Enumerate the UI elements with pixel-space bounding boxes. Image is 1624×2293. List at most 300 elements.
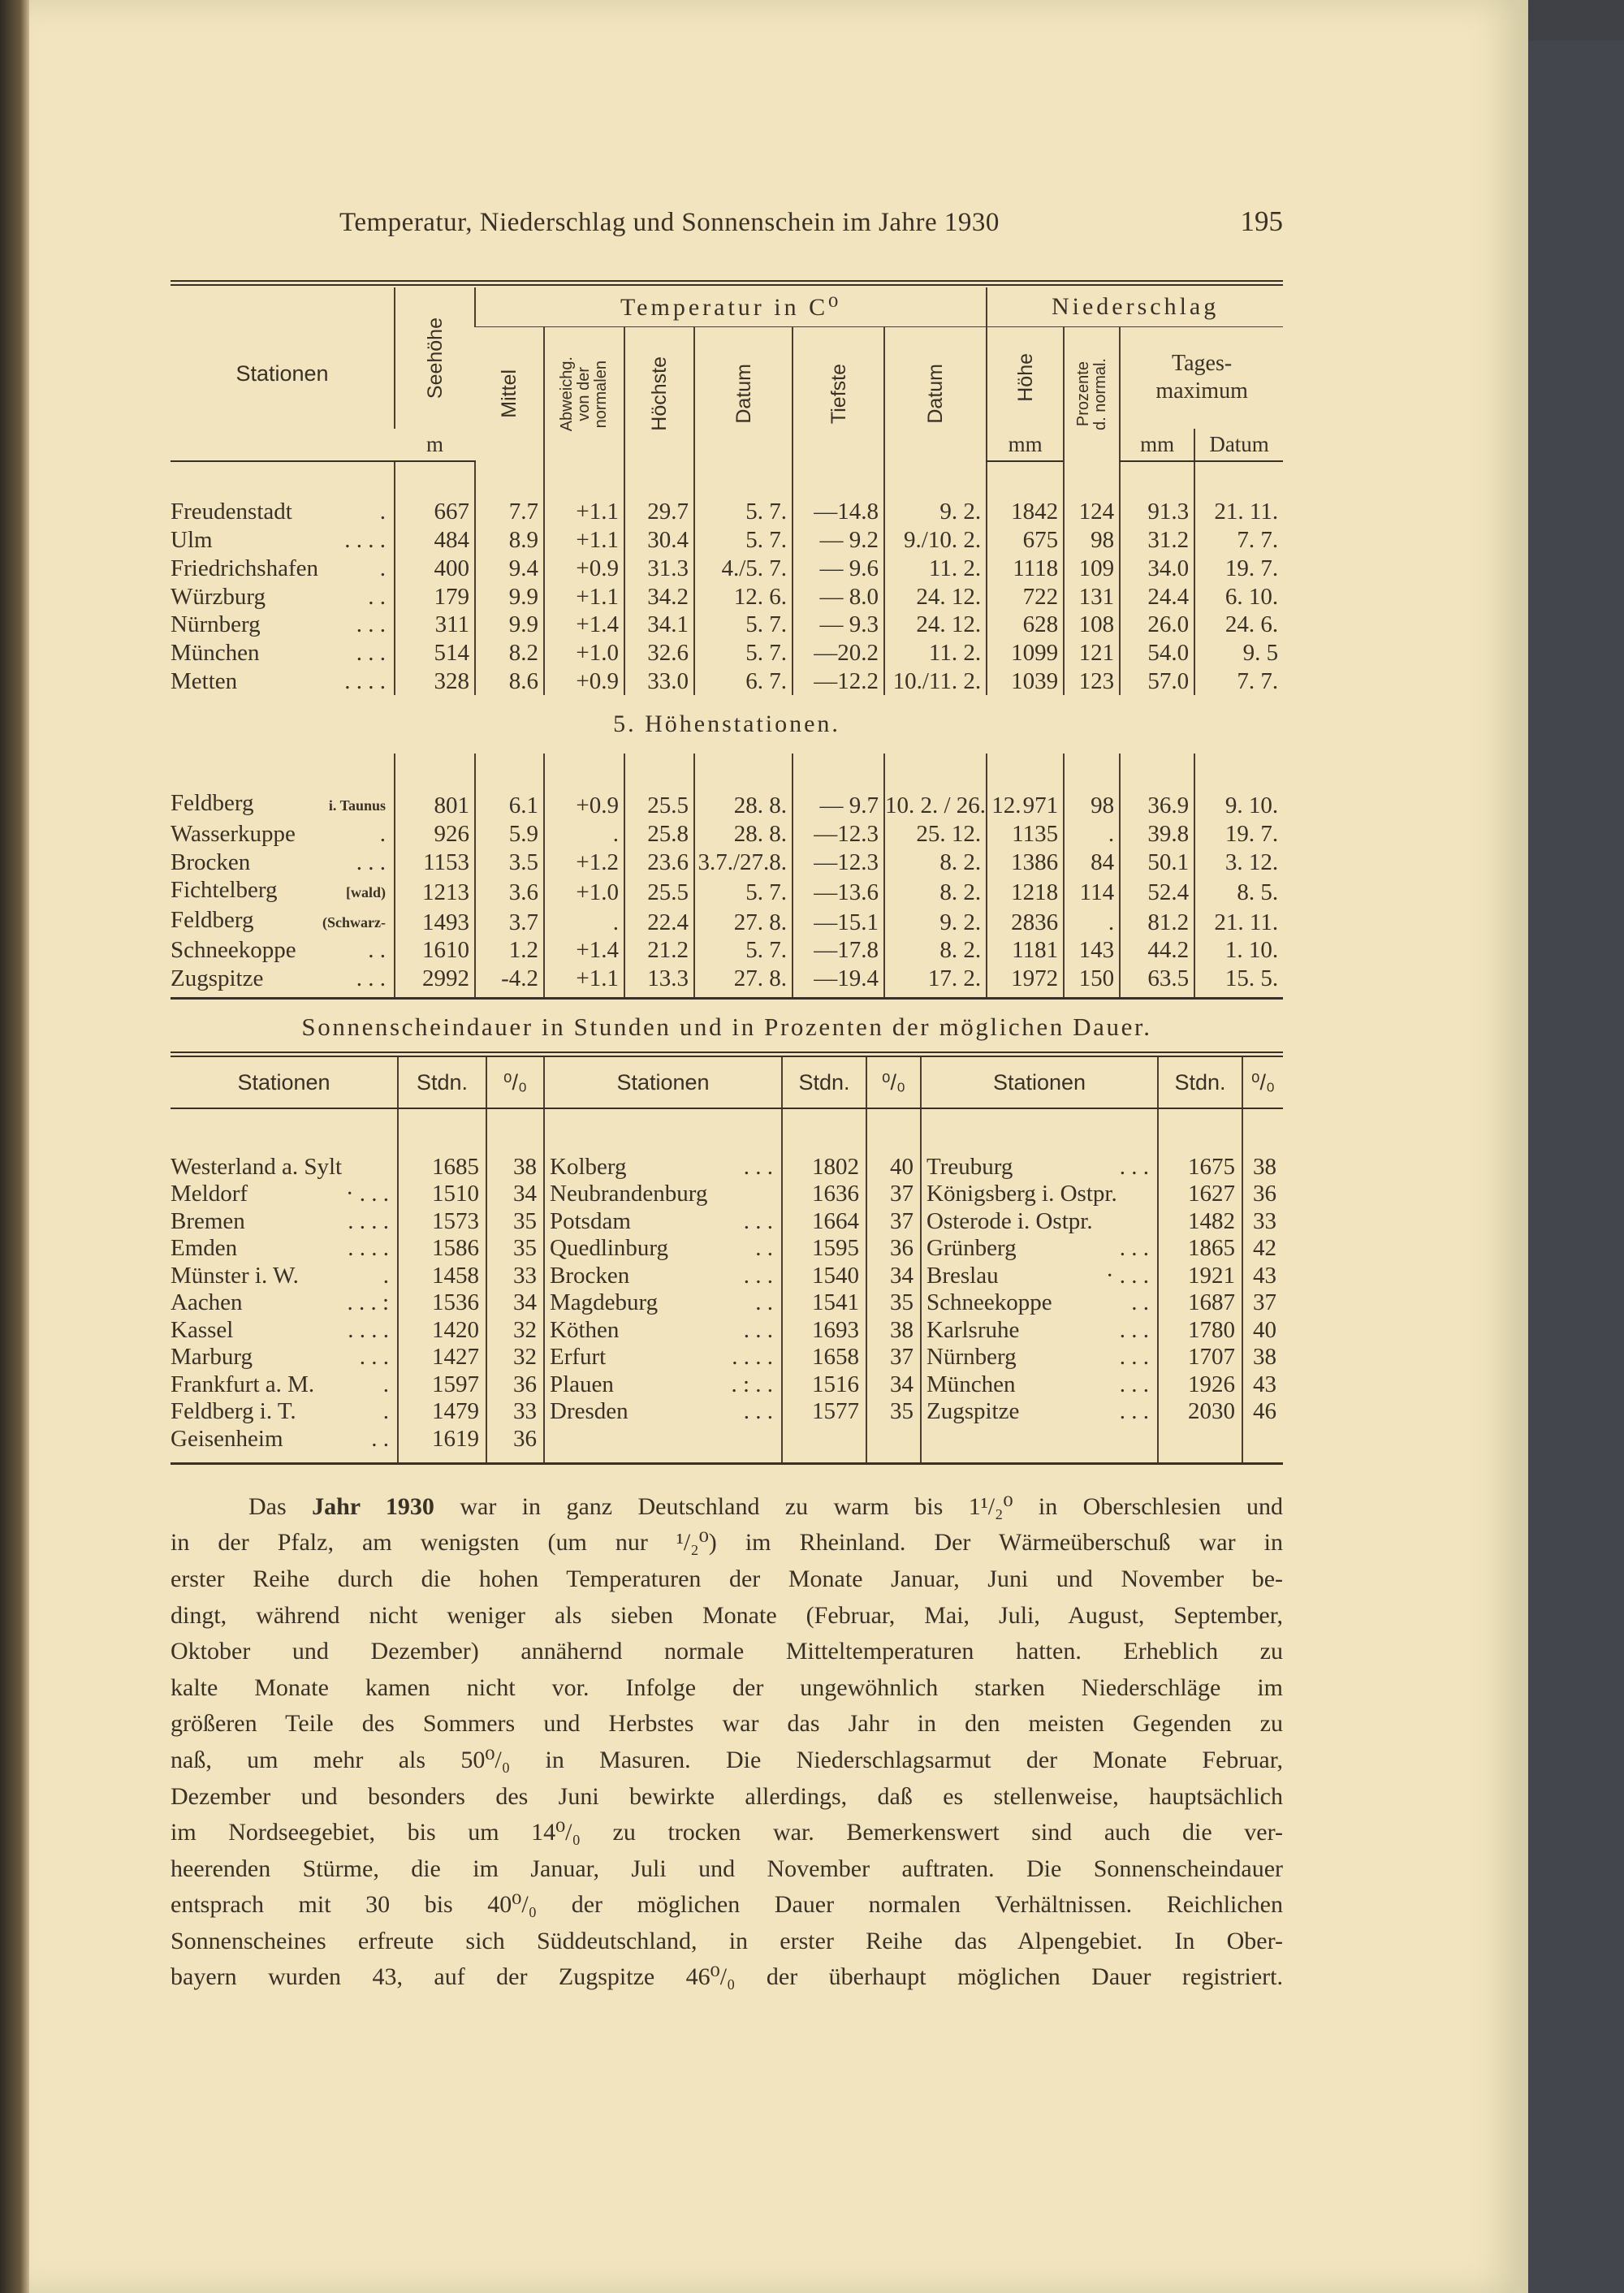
table-row [171,819,1283,848]
station-name-wrap [926,1235,1157,1262]
value-cell: 28. 8. [694,754,793,819]
station-name-wrap [171,1398,397,1425]
percent-cell: 38 [1242,1108,1283,1181]
value-cell: 150 [1064,964,1120,998]
table-row [171,667,1283,695]
station-name-cell [544,1235,782,1263]
body-paragraph [171,1489,1283,1996]
value-cell: 971 [987,754,1064,819]
value-cell: 5. 7. [694,936,793,965]
station-name: Osterode i. Ostpr. [926,1207,1093,1234]
station-name-cell [921,1207,1158,1235]
value-cell: 50.1 [1120,848,1194,876]
station-name-wrap [171,906,394,936]
hours-cell: 1627 [1158,1181,1242,1208]
station-name: Kolberg [550,1153,627,1180]
station-name-wrap [550,1289,781,1316]
value-cell: 9. 2. [884,906,987,936]
station-suffix: . [382,1371,389,1397]
value-cell: +0.9 [544,667,624,695]
station-name-cell [171,819,395,848]
header-seehoehe-unit: m [395,429,475,461]
value-cell: +0.9 [544,754,624,819]
value-cell: 1135 [987,819,1064,848]
value-cell: —12.2 [793,667,884,695]
value-cell: 1118 [987,554,1064,582]
value-cell: 98 [1064,525,1120,554]
section-title-hoehenstationen: 5. Höhenstationen. [613,710,840,738]
station-suffix: . . . . [732,1344,773,1371]
table-row [171,1207,1283,1235]
double-rule [171,280,1283,286]
station-name-cell [171,582,395,611]
emphasis-year: Jahr 1930 [312,1492,434,1520]
station-name: Geisenheim [171,1425,283,1452]
station-name: Feldberg [171,906,254,933]
station-name-cell [171,638,395,667]
hours-cell: 1573 [398,1207,486,1235]
value-cell: 24. 12. [884,582,987,611]
value-cell: 1039 [987,667,1064,695]
station-name: Frankfurt a. M. [171,1371,315,1397]
station-name: Breslau [926,1262,999,1289]
station-name: Friedrichshafen [171,555,318,581]
station-name: Feldberg [171,790,254,817]
station-suffix: . . . [1119,1398,1149,1425]
station-name-cell [921,1289,1158,1317]
value-cell: 121 [1064,638,1120,667]
value-cell: 7. 7. [1194,525,1283,554]
station-name-wrap [171,526,394,554]
station-name-cell [921,1425,1158,1463]
value-cell: 926 [395,819,475,848]
paragraph-line: naß, um mehr als 50⁰/₀ in Masuren. Die Niederschlagsarmut der Monate Februar, [171,1746,1283,1773]
station-name-cell [171,936,395,965]
header-stdn-2: Stdn. [782,1057,866,1108]
paragraph-line: Das Jahr 1930 war in ganz Deutschland zu warm bis 1¹/₂⁰ in Oberschlesien und [248,1492,1284,1520]
hours-cell: 1926 [1158,1371,1242,1398]
table-row [171,582,1283,611]
value-cell: 8.2 [475,638,544,667]
value-cell: 1153 [395,848,475,876]
value-cell: 2836 [987,906,1064,936]
hours-cell: 1921 [1158,1262,1242,1289]
station-name-cell [171,1262,398,1289]
station-suffix: . . . [743,1153,773,1180]
station-name-wrap [926,1263,1157,1289]
station-name: Königsberg i. Ostpr. [926,1181,1117,1207]
station-suffix: · . . . [1105,1262,1149,1289]
station-name: Meldorf [171,1181,248,1207]
value-cell: +0.9 [544,554,624,582]
value-cell: 27. 8. [694,964,793,998]
table-row [171,848,1283,876]
station-name-cell [544,1108,782,1181]
hours-cell: 1586 [398,1235,486,1263]
value-cell: 27. 8. [694,906,793,936]
value-cell: 3.7./27.8. [694,848,793,876]
paragraph-line: Sonnenscheines erfreute sich Süddeutschland, in erster Reihe das Alpengebiet. In Ober- [171,1927,1283,1954]
station-name-wrap [171,789,394,819]
percent-cell: 40 [866,1108,921,1181]
header-tm-mm: mm [1120,429,1194,461]
header-temperatur: Temperatur in C⁰ [475,287,987,327]
header-tiefste: Tiefste [793,327,884,461]
station-name-cell [921,1344,1158,1371]
station-name: Plauen [550,1371,614,1397]
value-cell: 39.8 [1120,819,1194,848]
value-cell: —20.2 [793,638,884,667]
value-cell: 1181 [987,936,1064,965]
table-row [171,1181,1283,1208]
value-cell: 8.6 [475,667,544,695]
header-stationen-2: Stationen [544,1057,782,1108]
station-name: Neubrandenburg [550,1181,708,1207]
hours-cell: 1780 [1158,1316,1242,1344]
value-cell: —14.8 [793,461,884,526]
station-name-cell [921,1262,1158,1289]
station-name-cell [544,1207,782,1235]
percent-cell: 36 [1242,1181,1283,1208]
header-pct-3: ⁰/₀ [1242,1057,1283,1108]
value-cell: 7. 7. [1194,667,1283,695]
value-cell: +1.1 [544,461,624,526]
value-cell: — 9.7 [793,754,884,819]
percent-cell: 33 [1242,1207,1283,1235]
value-cell: 1493 [395,906,475,936]
station-suffix: . . . [356,611,386,638]
value-cell: 19. 7. [1194,819,1283,848]
header-stationen-1: Stationen [171,1057,398,1108]
station-name-cell [171,1235,398,1263]
station-name-wrap [171,1181,397,1207]
station-suffix: . . [368,583,386,610]
value-cell: 10. 2. / 26. 12. [884,754,987,819]
percent-cell: 37 [866,1181,921,1208]
value-cell: 19. 7. [1194,554,1283,582]
station-suffix: . . . [743,1207,773,1234]
value-cell: 25. 12. [884,819,987,848]
value-cell: +1.0 [544,876,624,906]
header-tagesmaximum: Tages-maximum [1120,327,1283,429]
hours-cell: 1595 [782,1235,866,1263]
station-name-wrap [550,1317,781,1344]
value-cell: 31.2 [1120,525,1194,554]
station-name-cell [171,1344,398,1371]
station-name: Quedlinburg [550,1235,669,1262]
station-name-wrap [550,1344,781,1371]
hours-cell: 1865 [1158,1235,1242,1263]
value-cell: 7.7 [475,461,544,526]
header-mittel: Mittel [498,369,520,419]
percent-cell: 34 [486,1289,544,1317]
station-name: Feldberg i. T. [171,1398,296,1425]
hours-cell: 1420 [398,1316,486,1344]
value-cell: 10./11. 2. [884,667,987,695]
header-stationen-3: Stationen [921,1057,1158,1108]
value-cell: 131 [1064,582,1120,611]
station-suffix: . . . [359,1344,389,1371]
hours-cell: 1482 [1158,1207,1242,1235]
percent-cell: 36 [866,1235,921,1263]
station-suffix: . . [368,937,386,964]
percent-cell: 33 [486,1262,544,1289]
value-cell: 33.0 [624,667,694,695]
station-suffix: (Schwarz- [322,913,386,931]
book-cover-right [1527,41,1624,2293]
station-suffix: . . . [743,1398,773,1425]
station-name: Treuburg [926,1153,1013,1180]
value-cell: —15.1 [793,906,884,936]
hours-cell: 1675 [1158,1108,1242,1181]
value-cell: . [544,819,624,848]
station-name-wrap [926,1317,1157,1344]
station-suffix: . [379,820,386,847]
percent-cell: 46 [1242,1398,1283,1426]
station-suffix: . . [755,1235,773,1262]
value-cell: 514 [395,638,475,667]
value-cell: 34.0 [1120,554,1194,582]
percent-cell: 37 [1242,1289,1283,1317]
station-name-cell [171,525,395,554]
station-suffix: . . . . [344,527,386,554]
station-suffix: . . . [1119,1371,1149,1397]
station-name-wrap [550,1263,781,1289]
station-name: Münster i. W. [171,1262,299,1289]
value-cell: 21.2 [624,936,694,965]
value-cell: 8. 5. [1194,876,1283,906]
hours-cell: 1458 [398,1262,486,1289]
station-suffix: . . . [1119,1344,1149,1371]
value-cell: 81.2 [1120,906,1194,936]
hours-cell: 1636 [782,1181,866,1208]
value-cell: 8. 2. [884,848,987,876]
value-cell: 143 [1064,936,1120,965]
value-cell: 1213 [395,876,475,906]
station-name-wrap [550,1208,781,1235]
hours-cell: 1540 [782,1262,866,1289]
hours-cell: 1619 [398,1425,486,1463]
station-name-wrap [171,1317,397,1344]
value-cell: 5. 7. [694,461,793,526]
table-row [171,754,1283,819]
station-name: Metten [171,668,238,695]
value-cell: 29.7 [624,461,694,526]
value-cell: +1.0 [544,638,624,667]
station-name: Bremen [171,1207,245,1234]
value-cell: 8.9 [475,525,544,554]
header-pct-2: ⁰/₀ [866,1057,921,1108]
station-suffix: . [382,1398,389,1425]
hours-cell: 1510 [398,1181,486,1208]
station-name-cell [544,1289,782,1317]
table-row [171,964,1283,998]
value-cell: 311 [395,611,475,639]
value-cell: 25.8 [624,819,694,848]
page-content [171,205,1283,1996]
hours-cell: 1802 [782,1108,866,1181]
table-row [171,1425,1283,1463]
percent-cell: 34 [866,1371,921,1398]
station-name: Dresden [550,1398,628,1425]
hours-cell: 2030 [1158,1398,1242,1426]
hours-cell [782,1425,866,1463]
station-name-wrap [171,639,394,667]
value-cell: 9.9 [475,611,544,639]
value-cell: +1.1 [544,964,624,998]
station-name: Fichtelberg [171,876,278,903]
value-cell: . [1064,906,1120,936]
percent-cell: 35 [486,1207,544,1235]
station-name-wrap [171,936,394,964]
percent-cell: 35 [866,1398,921,1426]
value-cell: 44.2 [1120,936,1194,965]
paragraph-line: kalte Monate kamen nicht vor. Infolge der ungewöhnlich starken Niederschläge im [171,1673,1283,1701]
value-cell: 23.6 [624,848,694,876]
station-suffix: . . . . [348,1207,389,1234]
value-cell: 12. 6. [694,582,793,611]
station-name-cell [171,611,395,639]
value-cell: — 9.3 [793,611,884,639]
station-name-cell [171,1207,398,1235]
station-name-wrap [926,1289,1157,1316]
table-row [171,1316,1283,1344]
station-name: München [171,640,260,667]
value-cell: 34.1 [624,611,694,639]
paragraph-line: heerenden Stürme, die im Januar, Juli und November auftraten. Die Sonnenscheindauer [171,1855,1283,1882]
station-name-wrap [926,1344,1157,1371]
value-cell: 5. 7. [694,611,793,639]
value-cell: 484 [395,525,475,554]
header-stationen: Stationen [171,287,395,461]
station-name-wrap [171,1208,397,1235]
value-cell: 5. 7. [694,876,793,906]
value-cell: 8. 2. [884,936,987,965]
station-name-wrap [926,1398,1157,1425]
value-cell: 25.5 [624,754,694,819]
value-cell: 13.3 [624,964,694,998]
table-row [171,906,1283,936]
station-name-cell [544,1316,782,1344]
station-suffix: . . . . [348,1235,389,1262]
station-name-cell [544,1262,782,1289]
paragraph-line: entsprach mit 30 bis 40⁰/₀ der möglichen Dauer normalen Verhältnissen. Reichlichen [171,1891,1283,1919]
value-cell: 57.0 [1120,667,1194,695]
value-cell: 3.7 [475,906,544,936]
station-name: Ulm [171,527,213,554]
percent-cell: 32 [486,1316,544,1344]
percent-cell: 35 [486,1235,544,1263]
station-suffix: . . . : [347,1289,389,1316]
percent-cell: 32 [486,1344,544,1371]
header-seehoehe: Seehöhe [395,287,475,429]
station-suffix: . . . [1119,1153,1149,1180]
value-cell: 11. 2. [884,554,987,582]
hours-cell: 1479 [398,1398,486,1426]
value-cell: 21. 11. [1194,906,1283,936]
percent-cell: 37 [866,1344,921,1371]
value-cell: 5.9 [475,819,544,848]
station-suffix: . . [755,1289,773,1316]
station-name-cell [921,1371,1158,1398]
table-row [171,876,1283,906]
value-cell: +1.4 [544,936,624,965]
value-cell: 9.9 [475,582,544,611]
value-cell: 54.0 [1120,638,1194,667]
station-name-cell [171,1398,398,1426]
percent-cell: 38 [866,1316,921,1344]
value-cell: —13.6 [793,876,884,906]
value-cell: 108 [1064,611,1120,639]
value-cell: 124 [1064,461,1120,526]
station-name-cell [171,1108,398,1181]
paragraph-line: erster Reihe durch die hohen Temperaturen der Monate Januar, Juni und November be- [171,1565,1283,1592]
paragraph-line: Oktober und Dezember) annähernd normale Mitteltemperaturen hatten. Erheblich zu [171,1638,1283,1665]
station-name-wrap [550,1181,781,1207]
station-name: Magdeburg [550,1289,659,1316]
value-cell: 1. 10. [1194,936,1283,965]
table-row [171,1235,1283,1263]
table-row [171,1289,1283,1317]
value-cell: 123 [1064,667,1120,695]
station-name-wrap [171,667,394,695]
table-row [171,1398,1283,1426]
station-name-wrap [171,555,394,582]
value-cell: — 9.6 [793,554,884,582]
value-cell: +1.2 [544,848,624,876]
station-suffix: . [379,499,386,525]
station-name-cell [171,461,395,526]
percent-cell: 33 [486,1398,544,1426]
station-name-wrap [171,1154,397,1181]
station-suffix: . . . . [348,1316,389,1343]
value-cell: 114 [1064,876,1120,906]
value-cell: —17.8 [793,936,884,965]
station-name-cell [171,1371,398,1398]
station-name-wrap [171,1263,397,1289]
hours-cell: 1597 [398,1371,486,1398]
station-name-wrap [171,611,394,638]
station-name: München [926,1371,1016,1397]
station-name-cell [171,554,395,582]
station-name: Brocken [550,1262,630,1289]
percent-cell: 38 [486,1108,544,1181]
station-name: Westerland a. Sylt [171,1153,343,1180]
station-suffix: i. Taunus [328,797,386,814]
page-number: 195 [1240,205,1283,237]
hours-cell: 1536 [398,1289,486,1317]
value-cell: 2992 [395,964,475,998]
station-name: Köthen [550,1316,620,1343]
paragraph-line: im Nordseegebiet, bis um 14⁰/₀ zu trocken war. Bemerkenswert sind auch die ver- [171,1819,1283,1846]
paragraph-line: Dezember und besonders des Juni bewirkte allerdings, daß es stellenweise, hauptsächlich [171,1782,1283,1810]
table-row [171,554,1283,582]
value-cell: 5. 7. [694,638,793,667]
station-name: Freudenstadt [171,499,292,525]
station-name-cell [171,876,395,906]
station-name: Erfurt [550,1344,607,1371]
value-cell: 22.4 [624,906,694,936]
percent-cell: 38 [1242,1344,1283,1371]
value-cell: 3.6 [475,876,544,906]
station-name-cell [921,1181,1158,1208]
table-row [171,525,1283,554]
header-pct-1: ⁰/₀ [486,1057,544,1108]
percent-cell: 34 [486,1181,544,1208]
station-name: Nürnberg [926,1344,1017,1371]
header-hoehe-unit: mm [987,429,1064,461]
value-cell: 400 [395,554,475,582]
